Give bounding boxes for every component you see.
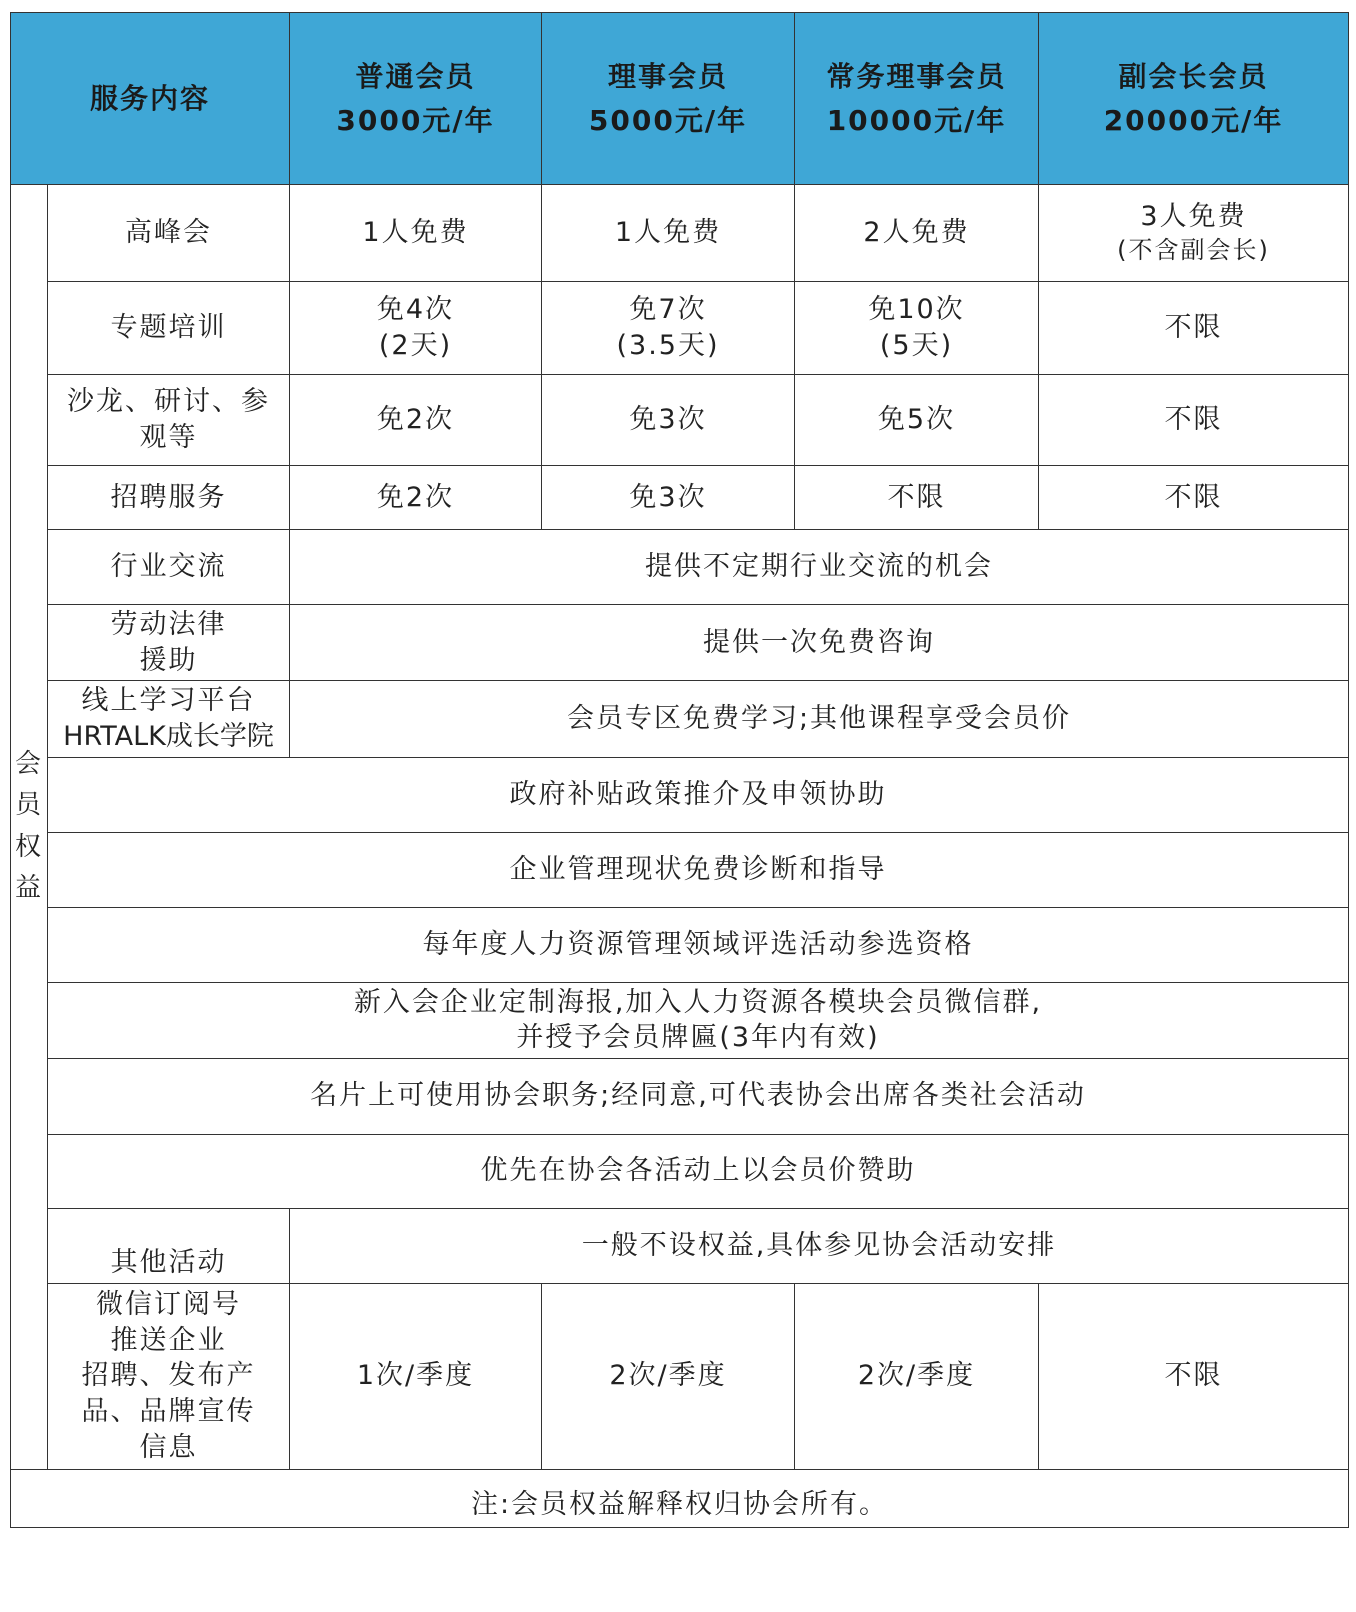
cell-executive: 2次/季度 [795, 1283, 1039, 1469]
cell-regular: 免2次 [290, 375, 542, 466]
cell-executive: 2人免费 [795, 185, 1039, 282]
row-salon [11, 375, 1349, 466]
cell-full: 新入会企业定制海报,加入人力资源各模块会员微信群, 并授予会员牌匾(3年内有效) [48, 982, 1349, 1058]
row-label: 劳动法律 援助 [48, 605, 290, 681]
row-label: 招聘服务 [48, 466, 290, 530]
row-label: 其他活动 [48, 1208, 290, 1283]
cell-vice-president: 不限 [1039, 1283, 1349, 1469]
cell-shared: 提供不定期行业交流的机会 [290, 530, 1349, 605]
header-row [11, 13, 1349, 185]
side-label-member-benefits: 会 员 权 益 [11, 185, 48, 1470]
cell-vice-president: 3人免费 (不含副会长) [1039, 185, 1349, 282]
row-subsidy [11, 757, 1349, 832]
cell-vice-president: 不限 [1039, 466, 1349, 530]
cell-regular: 免2次 [290, 466, 542, 530]
cell-full: 名片上可使用协会职务;经同意,可代表协会出席各类社会活动 [48, 1058, 1349, 1134]
header-service-content: 服务内容 [11, 13, 290, 185]
row-online-learning [11, 681, 1349, 757]
row-sponsorship [11, 1134, 1349, 1208]
cell-shared: 一般不设权益,具体参见协会活动安排 [290, 1208, 1349, 1283]
row-business-card [11, 1058, 1349, 1134]
row-label: 行业交流 [48, 530, 290, 605]
cell-director: 免7次 (3.5天) [542, 282, 795, 375]
membership-benefits-table [10, 12, 1349, 1528]
row-legal-aid [11, 605, 1349, 681]
row-note [11, 1469, 1349, 1527]
cell-regular: 免4次 (2天) [290, 282, 542, 375]
row-training [11, 282, 1349, 375]
cell-regular: 1人免费 [290, 185, 542, 282]
cell-regular: 1次/季度 [290, 1283, 542, 1469]
cell-full: 优先在协会各活动上以会员价赞助 [48, 1134, 1349, 1208]
plan-name: 副会长会员 [1118, 60, 1269, 94]
header-plan-director [542, 13, 795, 185]
row-label: 线上学习平台 HRTALK成长学院 [48, 681, 290, 757]
row-newcomer [11, 982, 1349, 1058]
cell-executive: 不限 [795, 466, 1039, 530]
plan-price: 5000元/年 [588, 103, 748, 137]
cell-full: 企业管理现状免费诊断和指导 [48, 832, 1349, 907]
header-plan-regular [290, 13, 542, 185]
cell-director: 2次/季度 [542, 1283, 795, 1469]
cell-shared: 提供一次免费咨询 [290, 605, 1349, 681]
plan-price: 3000元/年 [336, 103, 495, 137]
cell-executive: 免10次 (5天) [795, 282, 1039, 375]
row-label: 高峰会 [48, 185, 290, 282]
cell-full: 政府补贴政策推介及申领协助 [48, 757, 1349, 832]
cell-director: 1人免费 [542, 185, 795, 282]
membership-table-wrapper [10, 12, 1349, 1528]
row-other-activities [11, 1208, 1349, 1283]
plan-name: 常务理事会员 [826, 60, 1007, 94]
row-label: 专题培训 [48, 282, 290, 375]
row-summit [11, 185, 1349, 282]
cell-vice-president: 不限 [1039, 375, 1349, 466]
row-recruitment [11, 466, 1349, 530]
plan-price: 10000元/年 [826, 103, 1007, 137]
row-award [11, 907, 1349, 982]
plan-price: 20000元/年 [1103, 103, 1284, 137]
plan-name: 理事会员 [608, 60, 729, 94]
header-plan-executive-director [795, 13, 1039, 185]
cell-vice-president: 不限 [1039, 282, 1349, 375]
cell-director: 免3次 [542, 375, 795, 466]
cell-shared: 会员专区免费学习;其他课程享受会员价 [290, 681, 1349, 757]
plan-name: 普通会员 [355, 60, 476, 94]
cell-executive: 免5次 [795, 375, 1039, 466]
cell-director: 免3次 [542, 466, 795, 530]
footnote: 注:会员权益解释权归协会所有。 [11, 1469, 1349, 1527]
row-wechat-push [11, 1283, 1349, 1469]
header-plan-vice-president [1039, 13, 1349, 185]
row-diagnosis [11, 832, 1349, 907]
row-label: 沙龙、研讨、参 观等 [48, 375, 290, 466]
row-industry-exchange [11, 530, 1349, 605]
row-label: 微信订阅号 推送企业 招聘、发布产 品、品牌宣传 信息 [48, 1283, 290, 1469]
cell-full: 每年度人力资源管理领域评选活动参选资格 [48, 907, 1349, 982]
